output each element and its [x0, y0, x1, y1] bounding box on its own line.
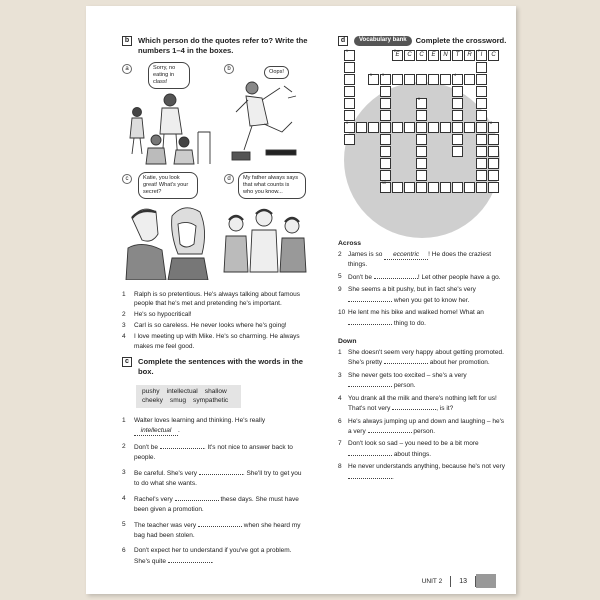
- crossword-cell[interactable]: [488, 146, 499, 157]
- sentence-text: .: [178, 427, 180, 435]
- list-item: [122, 321, 308, 330]
- left-column: [122, 36, 308, 572]
- clue-number: 8: [338, 463, 342, 471]
- page-footer: [422, 574, 496, 588]
- answer-blank[interactable]: [392, 403, 436, 410]
- crossword-cell[interactable]: [488, 50, 499, 61]
- crossword-cell[interactable]: [380, 182, 391, 193]
- answer-blank[interactable]: [368, 426, 412, 433]
- cell-number: 5: [370, 73, 372, 78]
- picture-d: [222, 172, 308, 280]
- picture-label: d: [224, 174, 234, 184]
- crossword-cell[interactable]: [344, 86, 355, 97]
- tripping-boy-illustration: [222, 78, 308, 166]
- crossword-cell[interactable]: [428, 74, 439, 85]
- three-boys-illustration: [222, 206, 308, 280]
- crossword-cell[interactable]: [488, 134, 499, 145]
- crossword-cell[interactable]: [344, 50, 355, 61]
- cell-letter: T: [455, 52, 460, 59]
- clue-text: He's always jumping up and down and laughing – he's a very: [348, 417, 505, 435]
- crossword-cell[interactable]: [368, 122, 379, 133]
- crossword-cell[interactable]: [392, 122, 403, 133]
- word: pushy: [142, 387, 160, 395]
- cell-number: 4: [454, 73, 456, 78]
- clue-text: ! Let other people have a go.: [417, 273, 501, 281]
- crossword-cell[interactable]: [452, 74, 463, 85]
- section-c-instructions: Complete the sentences with the words in the box.: [138, 356, 303, 376]
- item-number: 1: [122, 291, 126, 299]
- answer-blank[interactable]: [384, 357, 428, 364]
- crossword-cell[interactable]: [428, 122, 439, 133]
- clue-text: He lent me his bike and walked home! What an: [348, 309, 484, 317]
- crossword-cell[interactable]: [368, 74, 379, 85]
- down-heading: Down: [338, 338, 357, 346]
- section-letter: c: [122, 357, 132, 367]
- crossword-cell[interactable]: [452, 182, 463, 193]
- word-row: [142, 397, 235, 406]
- crossword-cell[interactable]: [380, 134, 391, 145]
- crossword-cell[interactable]: [428, 182, 439, 193]
- clue-item: [338, 285, 508, 305]
- crossword-cell[interactable]: [404, 74, 415, 85]
- crossword-cell[interactable]: [380, 86, 391, 97]
- cell-number: 8: [490, 121, 492, 126]
- answer-blank[interactable]: [175, 494, 219, 501]
- sentence-text: these days. She must have been given a promotion.: [134, 495, 299, 513]
- sentence-text: Walter loves learning and thinking. He's really: [134, 417, 266, 425]
- crossword-cell[interactable]: [380, 146, 391, 157]
- item-number: 2: [122, 442, 126, 450]
- list-item: [122, 310, 308, 319]
- list-item: [122, 494, 308, 515]
- item-number: 6: [122, 547, 126, 555]
- cell-letter: I: [480, 52, 483, 59]
- speech-bubble: Katie, you look great! What's your secret?: [138, 172, 198, 199]
- crossword-cell[interactable]: [404, 182, 415, 193]
- picture-label: c: [122, 174, 132, 184]
- cell-number: 1: [346, 49, 348, 54]
- list-item: [122, 468, 308, 489]
- clue-text: She never gets too excited – she's a very: [348, 371, 467, 379]
- crossword-cell[interactable]: [452, 110, 463, 121]
- crossword-cell[interactable]: [476, 146, 487, 157]
- word: shallow: [204, 387, 227, 395]
- clue-number: 2: [338, 251, 342, 259]
- page-number: 13: [450, 576, 476, 587]
- list-item: [122, 442, 308, 463]
- clue-item: [338, 394, 508, 414]
- crossword-cell[interactable]: [404, 122, 415, 133]
- speech-bubble: My father always says that what counts is who you know...: [238, 172, 306, 199]
- across-heading: Across: [338, 240, 362, 248]
- clue-text: , is it?: [436, 405, 454, 413]
- clue-text: about things.: [393, 450, 432, 458]
- sentence-text: .: [211, 558, 214, 566]
- clue-text: Don't look so sad – you need to be a bit more: [348, 440, 479, 448]
- quotes-list: [122, 290, 308, 351]
- speech-bubble: Oops!: [264, 66, 289, 79]
- item-number: 5: [122, 520, 126, 528]
- footer-tab: [476, 574, 496, 588]
- item-number: 1: [122, 417, 126, 425]
- crossword-cell[interactable]: [380, 158, 391, 169]
- cell-letter: E: [431, 52, 436, 59]
- clue-text: when you get to know her.: [393, 296, 470, 304]
- item-text: Carl is so careless. He never looks where he's going!: [134, 322, 287, 330]
- word-box: [136, 385, 241, 409]
- crossword-cell[interactable]: [476, 50, 487, 61]
- unit-label: UNIT 2: [421, 577, 443, 585]
- crossword-cell[interactable]: [344, 98, 355, 109]
- crossword-cell[interactable]: [416, 182, 427, 193]
- cell-letter: C: [407, 52, 412, 59]
- crossword-cell[interactable]: [464, 50, 475, 61]
- list-item: [122, 290, 308, 308]
- clue-number: 9: [338, 286, 342, 294]
- crossword-cell[interactable]: [452, 122, 463, 133]
- crossword-cell[interactable]: [344, 74, 355, 85]
- boy-and-girl-illustration: [122, 200, 214, 280]
- crossword-cell[interactable]: [476, 122, 487, 133]
- cell-letter: E: [395, 52, 400, 59]
- crossword-cell[interactable]: [476, 86, 487, 97]
- section-d-instructions: Complete the crossword.: [415, 36, 507, 45]
- cell-letter: C: [419, 52, 424, 59]
- clue-item: [338, 308, 508, 328]
- word-row: [142, 388, 235, 397]
- item-number: 4: [122, 494, 126, 502]
- clue-item: [338, 462, 508, 482]
- word: cheeky: [142, 396, 163, 404]
- item-number: 3: [122, 468, 126, 476]
- clue-text: ! He does the craziest things.: [348, 251, 492, 268]
- cell-letter: R: [467, 52, 472, 59]
- answer-blank[interactable]: eccentric: [384, 252, 428, 260]
- clue-text: person.: [413, 428, 436, 435]
- crossword-cell[interactable]: [380, 122, 391, 133]
- speech-bubble: Sorry, no eating in class!: [148, 62, 190, 89]
- crossword-cell[interactable]: [416, 122, 427, 133]
- crossword-cell[interactable]: [488, 182, 499, 193]
- crossword-cell[interactable]: [440, 50, 451, 61]
- crossword-cell[interactable]: [416, 146, 427, 157]
- cell-number: 10: [382, 181, 386, 186]
- clue-text: person.: [393, 382, 416, 390]
- clue-text: You drank all the milk and there's nothing left for us! That's not very: [348, 394, 497, 413]
- clue-item: [338, 417, 508, 437]
- answer-blank[interactable]: [348, 449, 392, 456]
- crossword-cell[interactable]: [488, 170, 499, 181]
- section-letter: d: [338, 36, 348, 46]
- across-clues: [338, 250, 508, 328]
- picture-label: b: [224, 64, 234, 74]
- crossword-cell[interactable]: [476, 134, 487, 145]
- crossword-cell[interactable]: [476, 110, 487, 121]
- vocabulary-bank-badge: Vocabulary bank: [354, 36, 412, 46]
- list-item: [122, 416, 308, 436]
- crossword-cell[interactable]: [344, 62, 355, 73]
- section-b-heading: [122, 36, 308, 56]
- crossword-cell[interactable]: [380, 98, 391, 109]
- word: sympathetic: [193, 396, 229, 404]
- crossword-cell[interactable]: [476, 98, 487, 109]
- crossword-cell[interactable]: [344, 122, 355, 133]
- clue-text: James is so: [348, 251, 383, 259]
- cell-number: 2: [394, 49, 396, 54]
- answer-blank[interactable]: [348, 472, 392, 479]
- crossword-cell[interactable]: [440, 122, 451, 133]
- answer-blank[interactable]: [168, 556, 214, 566]
- crossword-cell[interactable]: [380, 110, 391, 121]
- crossword-cell[interactable]: [440, 74, 451, 85]
- crossword-cell[interactable]: [488, 122, 499, 133]
- crossword-cell[interactable]: [416, 170, 427, 181]
- clue-item: [338, 250, 508, 269]
- sentence-text: The teacher was very: [134, 521, 197, 529]
- item-text: I love meeting up with Mike. He's so charming. He always makes me feel good.: [134, 333, 300, 350]
- section-d-heading: [338, 36, 508, 46]
- cell-letter: C: [491, 52, 496, 59]
- crossword-cell[interactable]: [416, 158, 427, 169]
- clue-item: [338, 439, 508, 459]
- crossword-cell[interactable]: [476, 74, 487, 85]
- item-text: He's so hypocritical!: [134, 311, 192, 319]
- crossword-cell[interactable]: [392, 74, 403, 85]
- section-c-heading: [122, 357, 308, 377]
- clue-text: She doesn't seem very happy about getting promoted. She's pretty: [348, 349, 504, 367]
- picture-a: [122, 62, 214, 166]
- cell-letter: N: [443, 52, 448, 59]
- crossword-cell[interactable]: [344, 110, 355, 121]
- section-letter: b: [122, 36, 132, 46]
- word: intellectual: [166, 387, 198, 395]
- clue-text: Don't be: [348, 273, 373, 281]
- list-item: [122, 332, 308, 350]
- cell-number: 7: [478, 49, 480, 54]
- picture-c: [122, 172, 214, 280]
- sentence-text: Rachel's very: [134, 495, 173, 503]
- clue-text: He never understands anything, because he's not very: [348, 463, 505, 471]
- cell-number: 9: [346, 121, 348, 126]
- item-number: 4: [122, 333, 126, 341]
- clue-item: [338, 371, 508, 391]
- sentence-list: [122, 416, 308, 567]
- clue-text: .: [392, 473, 394, 481]
- crossword-cell[interactable]: [416, 50, 427, 61]
- sentence-text: . It's not nice to answer back to people.: [134, 443, 293, 461]
- crossword-cell[interactable]: [392, 182, 403, 193]
- sentence-text: . She'll try to get you to do what she wants.: [134, 469, 302, 487]
- crossword-cell[interactable]: [404, 50, 415, 61]
- clue-number: 6: [338, 417, 342, 425]
- crossword-cell[interactable]: [392, 50, 403, 61]
- sentence-text: when she heard my bag had been stolen.: [134, 521, 301, 539]
- crossword-cell[interactable]: [416, 74, 427, 85]
- illustrations: [122, 62, 308, 282]
- crossword-cell[interactable]: [476, 158, 487, 169]
- crossword-cell[interactable]: [440, 182, 451, 193]
- clue-item: [338, 348, 508, 368]
- clue-text: She seems a bit pushy, but in fact she's very: [348, 286, 476, 294]
- item-number: 3: [122, 322, 126, 330]
- clue-number: 7: [338, 440, 342, 448]
- crossword-cell[interactable]: [344, 134, 355, 145]
- crossword-cell[interactable]: [380, 170, 391, 181]
- crossword-cell[interactable]: [380, 74, 391, 85]
- answer-blank[interactable]: [348, 318, 392, 325]
- picture-b: [222, 62, 308, 166]
- clue-text: about her promotion.: [429, 359, 490, 367]
- down-clues: [338, 348, 508, 482]
- answer-blank[interactable]: intellectual: [134, 428, 178, 436]
- clue-item: [338, 272, 508, 282]
- crossword-cell[interactable]: [488, 158, 499, 169]
- crossword-cell[interactable]: [464, 122, 475, 133]
- answer-blank[interactable]: [198, 520, 242, 527]
- item-text: Ralph is so pretentious. He's always talking about famous people that he's met and pretending he's important.: [134, 291, 300, 308]
- cell-number: 3: [382, 73, 384, 78]
- answer-blank[interactable]: [199, 468, 243, 475]
- item-number: 2: [122, 311, 126, 319]
- crossword-cell[interactable]: [452, 98, 463, 109]
- workbook-page: [86, 6, 516, 594]
- cell-number: 6: [418, 97, 420, 102]
- crossword-cell[interactable]: [428, 50, 439, 61]
- clue-number: 1: [338, 349, 342, 357]
- crossword-cell[interactable]: [452, 50, 463, 61]
- teacher-students-illustration: [122, 92, 214, 166]
- answer-blank[interactable]: [348, 380, 392, 387]
- clue-number: 5: [338, 272, 342, 280]
- picture-label: a: [122, 64, 132, 74]
- crossword-cell[interactable]: [416, 134, 427, 145]
- list-item: [122, 546, 308, 567]
- clue-number: 3: [338, 371, 342, 379]
- crossword-cell[interactable]: [452, 86, 463, 97]
- answer-blank[interactable]: [348, 295, 392, 302]
- answer-blank[interactable]: [160, 442, 204, 449]
- sentence-text: Be careful. She's very: [134, 469, 198, 477]
- crossword-cell[interactable]: [476, 182, 487, 193]
- answer-blank[interactable]: [374, 272, 418, 279]
- crossword-cell[interactable]: [452, 134, 463, 145]
- crossword-cell[interactable]: [356, 122, 367, 133]
- section-b-instructions: Which person do the quotes refer to? Write the numbers 1–4 in the boxes.: [138, 36, 308, 56]
- sentence-text: Don't be: [134, 443, 159, 451]
- crossword: [338, 50, 508, 230]
- crossword-cell[interactable]: [416, 110, 427, 121]
- crossword-cell[interactable]: [464, 74, 475, 85]
- crossword-cell[interactable]: [452, 146, 463, 157]
- right-column: [338, 36, 508, 485]
- list-item: [122, 520, 308, 541]
- clue-number: 4: [338, 394, 342, 402]
- crossword-cell[interactable]: [464, 182, 475, 193]
- clue-text: thing to do.: [393, 319, 426, 327]
- crossword-cell[interactable]: [416, 98, 427, 109]
- crossword-cell[interactable]: [476, 62, 487, 73]
- word: smug: [169, 396, 187, 404]
- clue-number: 10: [338, 309, 346, 317]
- crossword-cell[interactable]: [476, 170, 487, 181]
- sentence-text: Don't expect her to understand if you've got a problem. She's quite: [134, 547, 292, 566]
